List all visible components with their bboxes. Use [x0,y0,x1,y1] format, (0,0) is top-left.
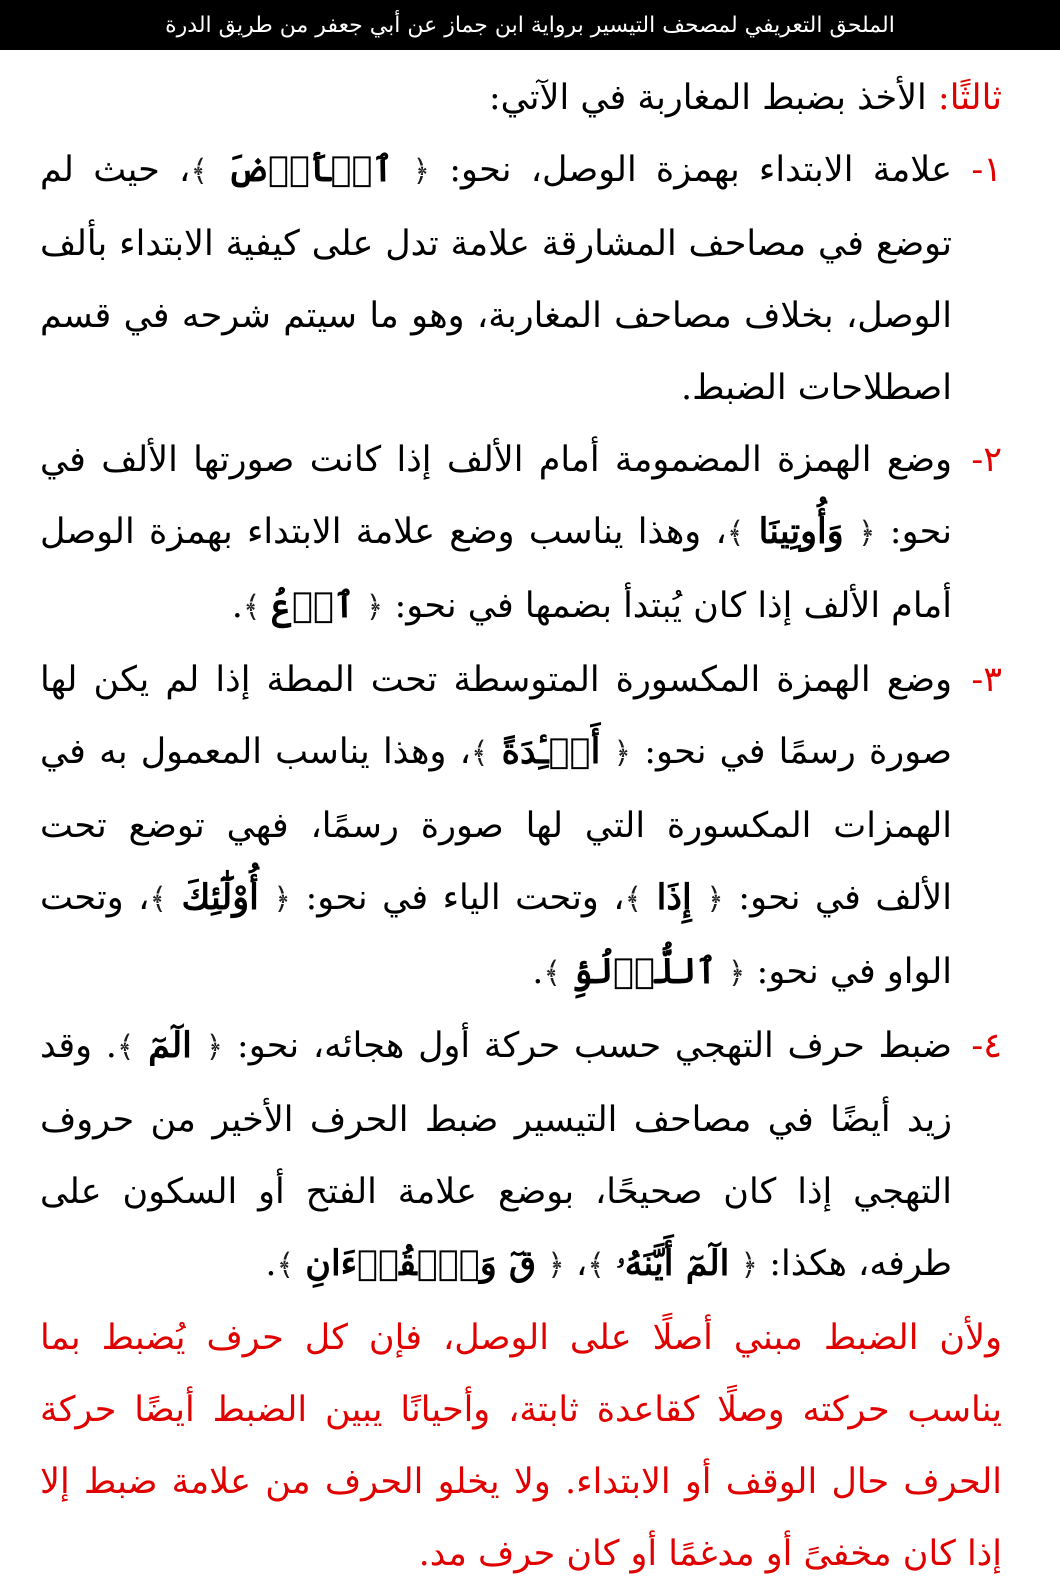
text-run: ، وتحت الياء في نحو: [290,878,625,918]
text-run: . [532,952,544,992]
list-item-3 [40,644,1002,1010]
ornate-bracket-open: ﴿ [412,154,431,189]
quran-word: ٱللُّؤۡلُؤِ [572,951,717,992]
ornate-bracket-open: ﴿ [706,882,724,917]
quran-word: إِذَا [656,877,692,918]
quran-quote [190,150,430,190]
text-run: ، حيث لم توضع في مصاحف المشارقة علامة تدل على كيفية الابتداء بألف الوصل، بخلاف مصاحف المغاربة، وهو ما سيتم شرحه في قسم اصطلاحات الضبط. [40,150,952,408]
ornate-bracket-close: ﴾ [190,154,208,189]
item-number: ٣- [971,660,1002,700]
heading-text: الأخذ بضبط المغاربة في الآتي: [488,78,938,118]
ornate-bracket-close: ﴾ [149,882,167,917]
page-header [0,0,1060,50]
quran-word: الٓمٓ [148,1025,192,1066]
ornate-bracket-open: ﴿ [857,516,876,551]
quran-quote [117,1026,223,1066]
ornate-bracket-close: ﴾ [624,882,643,917]
item-text [40,644,952,1010]
quran-word: قٓ وَٱلۡقُرۡءَانِ [305,1243,537,1284]
list-item-4 [40,1010,1002,1302]
quran-quote [243,586,383,626]
item-text [40,134,952,424]
ornate-bracket-open: ﴿ [547,1248,565,1283]
text-run: علامة الابتداء بهمزة الوصل، نحو: [430,150,952,190]
quran-word: أُوْلَٰٓئِكَ [181,877,259,918]
item-number: ٤- [971,1026,1002,1066]
text-run: ، وهذا يناسب المعمول به في الهمزات المكسورة التي لها صورة رسمًا، فهي توضع تحت الألف في نحو: [40,732,952,918]
text-run: وضع الهمزة المكسورة المتوسطة تحت المطة إذا لم يكن لها صورة رسمًا في نحو: [40,660,952,772]
ornate-bracket-open: ﴿ [205,1030,224,1065]
heading-lead: ثالثًا: [937,78,1002,118]
ornate-bracket-open: ﴿ [613,736,632,771]
text-run: ، وتحت الواو في نحو: [40,878,952,992]
ornate-bracket-close: ﴾ [276,1248,295,1283]
list-item-1 [40,134,1002,424]
text-run: . وقد زيد أيضًا في مصاحف التيسير ضبط الحرف الأخير من حروف التهجي إذا كان صحيحًا، بوضع علامة الفتح أو السكون على طرفه، هكذا: [40,1026,952,1284]
page-body [40,62,1002,1590]
header-title: الملحق التعريفي لمصحف التيسير برواية ابن جماز عن أبي جعفر من طريق الدرة [165,12,895,38]
text-run: وضع الهمزة المضمومة أمام الألف إذا كانت صورتها الألف في نحو: [40,440,952,552]
text-run: . [231,586,243,626]
ornate-bracket-close: ﴾ [543,956,561,991]
quran-word: الٓمٓ أَيَّنَهُۥ [615,1243,730,1284]
quran-quote [727,512,876,552]
ornate-bracket-close: ﴾ [726,516,745,551]
quran-word: وَأُوتِينَا [758,511,844,552]
rule-note: ولأن الضبط مبني أصلًا على الوصل، فإن كل حرف يُضبط بما يناسب حركته وصلًا كقاعدة ثابتة، وأحيانًا يبين الضبط أيضًا حركة الحرف حال الوقف أو الابتداء. ولا يخلو الحرف من علامة ضبط إلا إذا كان مخفىً أو مدغمًا أو كان حرف مد. [40,1318,1002,1574]
text-run: . [265,1244,277,1284]
ornate-bracket-close: ﴾ [116,1030,135,1065]
ornate-bracket-open: ﴿ [365,590,384,625]
text-run: ضبط حرف التهجي حسب حركة أول هجائه، نحو: [223,1026,952,1066]
ornate-bracket-open: ﴿ [727,956,746,991]
item-number: ١- [971,150,1002,190]
quran-quote [543,952,745,992]
text-run: ، وهذا يناسب وضع علامة الابتداء بهمزة الوصل أمام الألف إذا كان يُبتدأ بضمها في نحو: [40,512,952,626]
item-number: ٢- [971,440,1002,480]
quran-word: ٱلۡأَرۡضَ [227,149,394,190]
ornate-bracket-close: ﴾ [242,590,261,625]
list-item-2 [40,424,1002,644]
item-text [40,424,952,644]
ornate-bracket-close: ﴾ [587,1248,605,1283]
ornate-bracket-close: ﴾ [470,736,489,771]
quran-quote [587,1244,758,1284]
quran-quote [277,1244,565,1284]
quran-quote [625,878,724,918]
ornate-bracket-open: ﴿ [273,882,291,917]
quran-word: ٱدۡعُ [271,585,355,626]
quran-quote [471,732,631,772]
ornate-bracket-open: ﴿ [740,1248,759,1283]
text-run: ، [564,1244,588,1284]
item-text [40,1010,952,1302]
quran-quote [149,878,291,918]
quran-word: أَفۡـِٔدَةً [501,731,601,772]
section-heading [40,62,1002,134]
